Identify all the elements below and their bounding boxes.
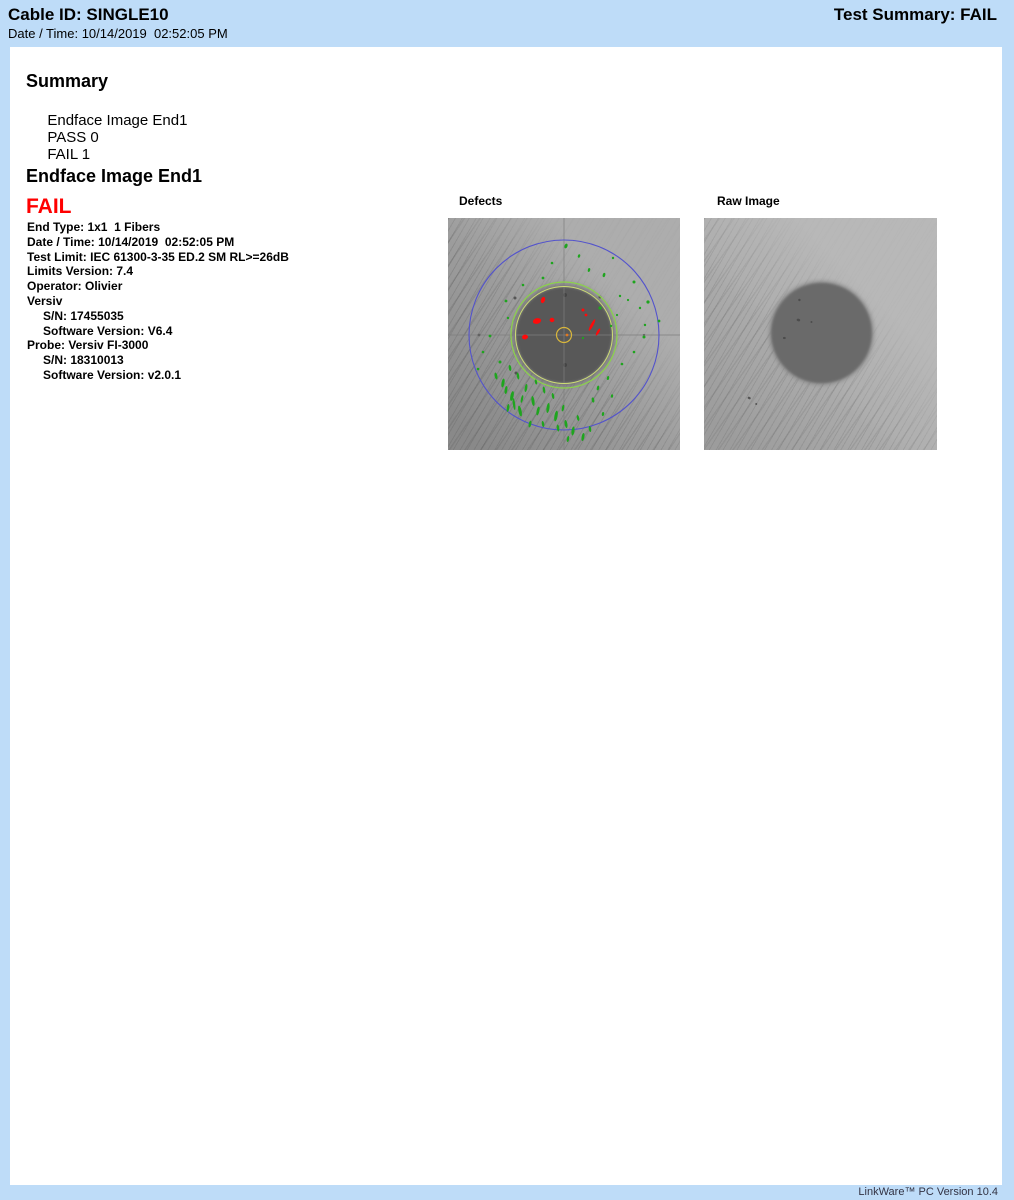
detail-line: End Type: 1x1 1 Fibers <box>27 220 161 234</box>
defect-mark <box>482 351 485 354</box>
defect-mark <box>489 335 492 338</box>
defect-mark <box>524 384 528 392</box>
detail-line: S/N: 17455035 <box>43 308 124 323</box>
defect-mark <box>542 386 546 393</box>
summary-item-fail-count: FAIL 1 <box>47 146 91 163</box>
raw-endface-image <box>704 218 937 450</box>
defect-mark <box>551 393 555 399</box>
summary-item-pass-count: PASS 0 <box>47 129 99 146</box>
detail-line: Software Version: V6.4 <box>43 323 173 338</box>
cable-id-title: Cable ID: SINGLE10 <box>8 5 169 24</box>
defect-mark <box>563 293 567 297</box>
defect-mark <box>512 398 516 410</box>
defect-mark <box>520 395 524 403</box>
defect-mark <box>810 321 812 323</box>
defect-mark <box>602 273 606 278</box>
fail-status-badge: FAIL <box>26 195 72 218</box>
detail-line: Limits Version: 7.4 <box>27 264 134 279</box>
defects-image-label: Defects <box>459 194 503 208</box>
defect-mark <box>505 300 508 303</box>
summary-row <box>39 95 204 163</box>
defect-mark <box>556 424 560 431</box>
defect-mark <box>606 376 609 380</box>
detail-line: Versiv <box>27 293 63 308</box>
defect-mark <box>639 307 641 309</box>
defect-mark <box>612 257 614 259</box>
defect-mark <box>514 297 517 300</box>
defect-mark <box>542 277 545 280</box>
defect-mark <box>564 243 569 249</box>
defect-mark <box>587 268 590 272</box>
defect-mark <box>536 406 541 415</box>
defect-mark <box>566 334 569 337</box>
defect-mark <box>602 412 605 416</box>
detail-line: Test Limit: IEC 61300-3-35 ED.2 SM RL>=26dB <box>27 249 289 264</box>
defect-mark <box>494 372 498 379</box>
defect-mark <box>499 361 502 364</box>
summary-item-name: Endface Image End1 <box>47 112 188 129</box>
defect-mark <box>576 415 580 421</box>
defect-mark <box>611 394 614 398</box>
defect-mark <box>596 385 599 390</box>
app-version-label: LinkWare™ PC Version 10.4 <box>858 1186 998 1198</box>
defect-mark <box>621 363 624 366</box>
detail-line: S/N: 18310013 <box>43 353 124 368</box>
defect-mark <box>517 405 522 416</box>
defect-mark <box>522 284 525 287</box>
detail-line: Date / Time: 10/14/2019 02:52:05 PM <box>27 234 235 249</box>
detail-line: Operator: Olivier <box>27 279 123 294</box>
defect-mark <box>571 426 575 435</box>
defect-mark <box>577 254 580 258</box>
detail-line: Probe: Versiv FI-3000 <box>27 338 149 353</box>
defect-mark <box>585 314 588 317</box>
defect-mark <box>531 396 535 406</box>
defect-mark <box>553 410 558 421</box>
defect-mark <box>546 403 550 413</box>
defect-mark <box>783 337 786 339</box>
defect-mark <box>563 363 567 367</box>
defects-endface-image <box>448 218 680 450</box>
raw-image-label: Raw Image <box>717 194 780 208</box>
defect-mark <box>644 324 646 326</box>
core-defect-mark <box>566 334 569 337</box>
defects-overlay <box>448 218 680 450</box>
defect-mark <box>633 281 636 284</box>
summary-heading: Summary <box>26 71 109 91</box>
defect-mark <box>798 299 800 301</box>
defect-mark <box>477 368 480 371</box>
test-details-block <box>27 220 289 383</box>
defect-mark <box>550 318 555 322</box>
defect-mark <box>566 436 569 442</box>
defect-mark <box>598 306 601 309</box>
defect-mark <box>582 337 584 339</box>
defect-mark <box>501 378 506 387</box>
defect-mark <box>504 386 508 394</box>
detail-line: Software Version: v2.0.1 <box>43 367 182 382</box>
defect-mark <box>581 433 585 441</box>
defect-mark <box>564 420 568 428</box>
raw-fiber-circle <box>771 283 871 383</box>
defect-mark <box>508 365 511 371</box>
test-summary-title: Test Summary: FAIL <box>833 5 997 24</box>
defect-mark <box>610 325 612 327</box>
defect-mark <box>627 299 629 301</box>
defect-mark <box>643 336 646 339</box>
defect-mark <box>507 317 509 319</box>
defect-mark <box>619 295 621 297</box>
defect-mark <box>551 262 554 265</box>
endface-section-heading: Endface Image End1 <box>26 166 203 186</box>
defect-mark <box>633 351 636 354</box>
defect-mark <box>747 396 751 400</box>
defect-mark <box>658 320 661 323</box>
defect-mark <box>755 403 757 405</box>
defect-mark <box>646 300 649 303</box>
defect-mark <box>582 309 585 312</box>
raw-overlay <box>704 218 937 450</box>
defect-mark <box>591 397 594 403</box>
header-datetime: Date / Time: 10/14/2019 02:52:05 PM <box>8 26 228 41</box>
defect-mark <box>541 421 544 427</box>
defect-mark <box>616 314 618 316</box>
footer-bar <box>0 1185 1014 1200</box>
